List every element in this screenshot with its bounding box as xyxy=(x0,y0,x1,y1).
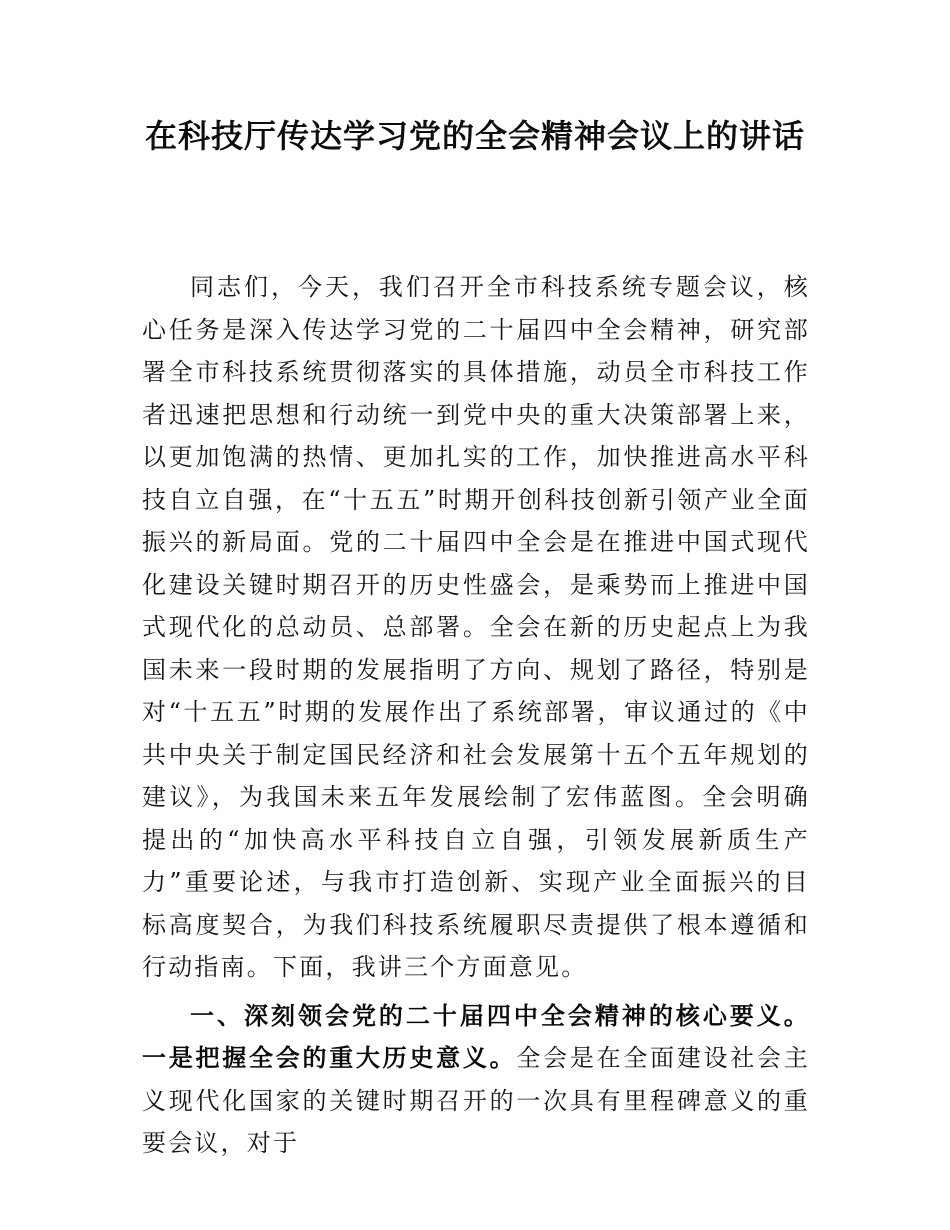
paragraph-section-one xyxy=(142,995,810,1165)
section-one-heading: 一、深刻领会党的二十届四中全会精神的核心要义。 xyxy=(190,1000,810,1030)
section-one-text: 全会是在全面建设社会主义现代化国家的关键时期召开的一次具有里程碑意义的重要会议，对于 xyxy=(142,1044,810,1157)
paragraph-intro xyxy=(142,266,810,989)
document-title: 在科技厅传达学习党的全会精神会议上的讲话 xyxy=(144,117,805,155)
document-body xyxy=(142,266,810,1165)
section-one-subheading: 一是把握全会的重大历史意义。 xyxy=(142,1043,517,1072)
paragraph-intro-text: 同志们，今天，我们召开全市科技系统专题会议，核心任务是深入传达学习党的二十届四中全会精神，研究部署全市科技系统贯彻落实的具体措施，动员全市科技工作者迅速把思想和行动统一到党中央的重大决策部署上来，以更加饱满的热情、更加扎实的工作，加快推进高水平科技自立自强，在“十五五”时期开创科技创新引领产业全面振兴的新局面。党的二十届四中全会是在推进中国式现代化建设关键时期召开的历史性盛会，是乘势而上推进中国式现代化的总动员、总部署。全会在新的历史起点上为我国未来一段时期的发展指明了方向、规划了路径，特别是对“十五五”时期的发展作出了系统部署，审议通过的《中共中央关于制定国民经济和社会发展第十五个五年规划的建议》，为我国未来五年发展绘制了宏伟蓝图。全会明确提出的“加快高水平科技自立自强，引领发展新质生产力”重要论述，与我市打造创新、实现产业全面振兴的目标高度契合，为我们科技系统履职尽责提供了根本遵循和行动指南。下面，我讲三个方面意见。 xyxy=(142,273,810,981)
